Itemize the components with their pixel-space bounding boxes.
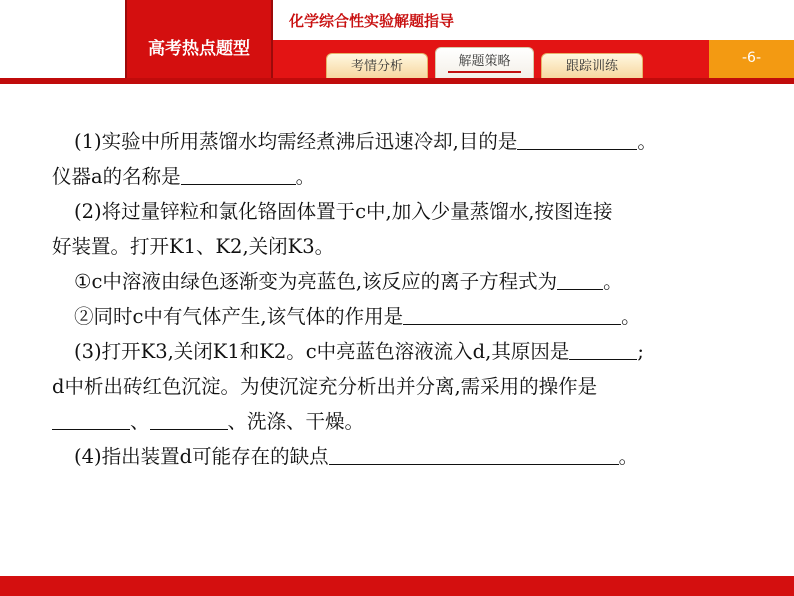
tab-label: 考情分析 [350,59,403,74]
text-segment: d中析出砖红色沉淀。为使沉淀充分析出并分离,需采用的操作是 [52,375,598,398]
text-segment: 、洗涤、干燥。 [227,410,365,433]
answer-blank [52,410,130,431]
text-segment: (1)实验中所用蒸馏水均需经煮沸后迅速冷却,目的是 [74,130,518,153]
text-line [52,439,764,474]
answer-blank [517,130,637,151]
text-line [52,159,764,194]
tab-label: 跟踪训练 [565,59,618,74]
text-segment: (2)将过量锌粒和氯化铬固体置于c中,加入少量蒸馏水,按图连接 [74,200,613,223]
page-number-block [709,40,794,78]
footer-bar [0,576,794,596]
page-number: -6- [741,50,761,66]
text-segment: 。 [621,305,641,328]
text-segment: ②同时c中有气体产生,该气体的作用是 [74,305,404,328]
text-segment: 。 [295,165,316,188]
question-text [52,124,764,474]
text-line [52,194,764,229]
text-line [52,404,764,439]
text-segment: ; [637,340,644,363]
header [0,0,794,78]
tab-strategy[interactable] [435,47,534,78]
text-segment: 、 [130,410,150,433]
answer-blank [557,270,603,291]
text-segment: ①c中溶液由绿色逐渐变为亮蓝色,该反应的离子方程式为 [74,270,558,293]
tab-analysis[interactable] [326,53,428,78]
text-segment: 好装置。打开K1、K2,关闭K3。 [52,235,335,258]
text-line [52,299,764,334]
tab-label: 解题策略 [458,54,511,69]
answer-blank [329,445,619,466]
answer-blank [569,340,637,361]
brand-title: 高考热点题型 [148,39,250,59]
text-line [52,369,764,404]
text-line [52,229,764,264]
brand-box [125,0,273,78]
text-line [52,264,764,299]
answer-blank [181,165,296,186]
active-tab-underline [448,71,521,73]
text-line [52,124,764,159]
text-line [52,334,764,369]
text-segment: 。 [603,270,623,293]
text-segment: (4)指出装置d可能存在的缺点 [74,445,329,468]
text-segment: 。 [637,130,657,153]
text-segment: (3)打开K3,关闭K1和K2。c中亮蓝色溶液流入d,其原因是 [74,340,570,363]
answer-blank [150,410,228,431]
answer-blank [403,305,621,326]
subject-title: 化学综合性实验解题指导 [289,12,455,30]
header-divider [0,78,794,84]
text-segment: 仪器a的名称是 [52,165,181,188]
tab-training[interactable] [541,53,643,78]
text-segment: 。 [618,445,639,468]
